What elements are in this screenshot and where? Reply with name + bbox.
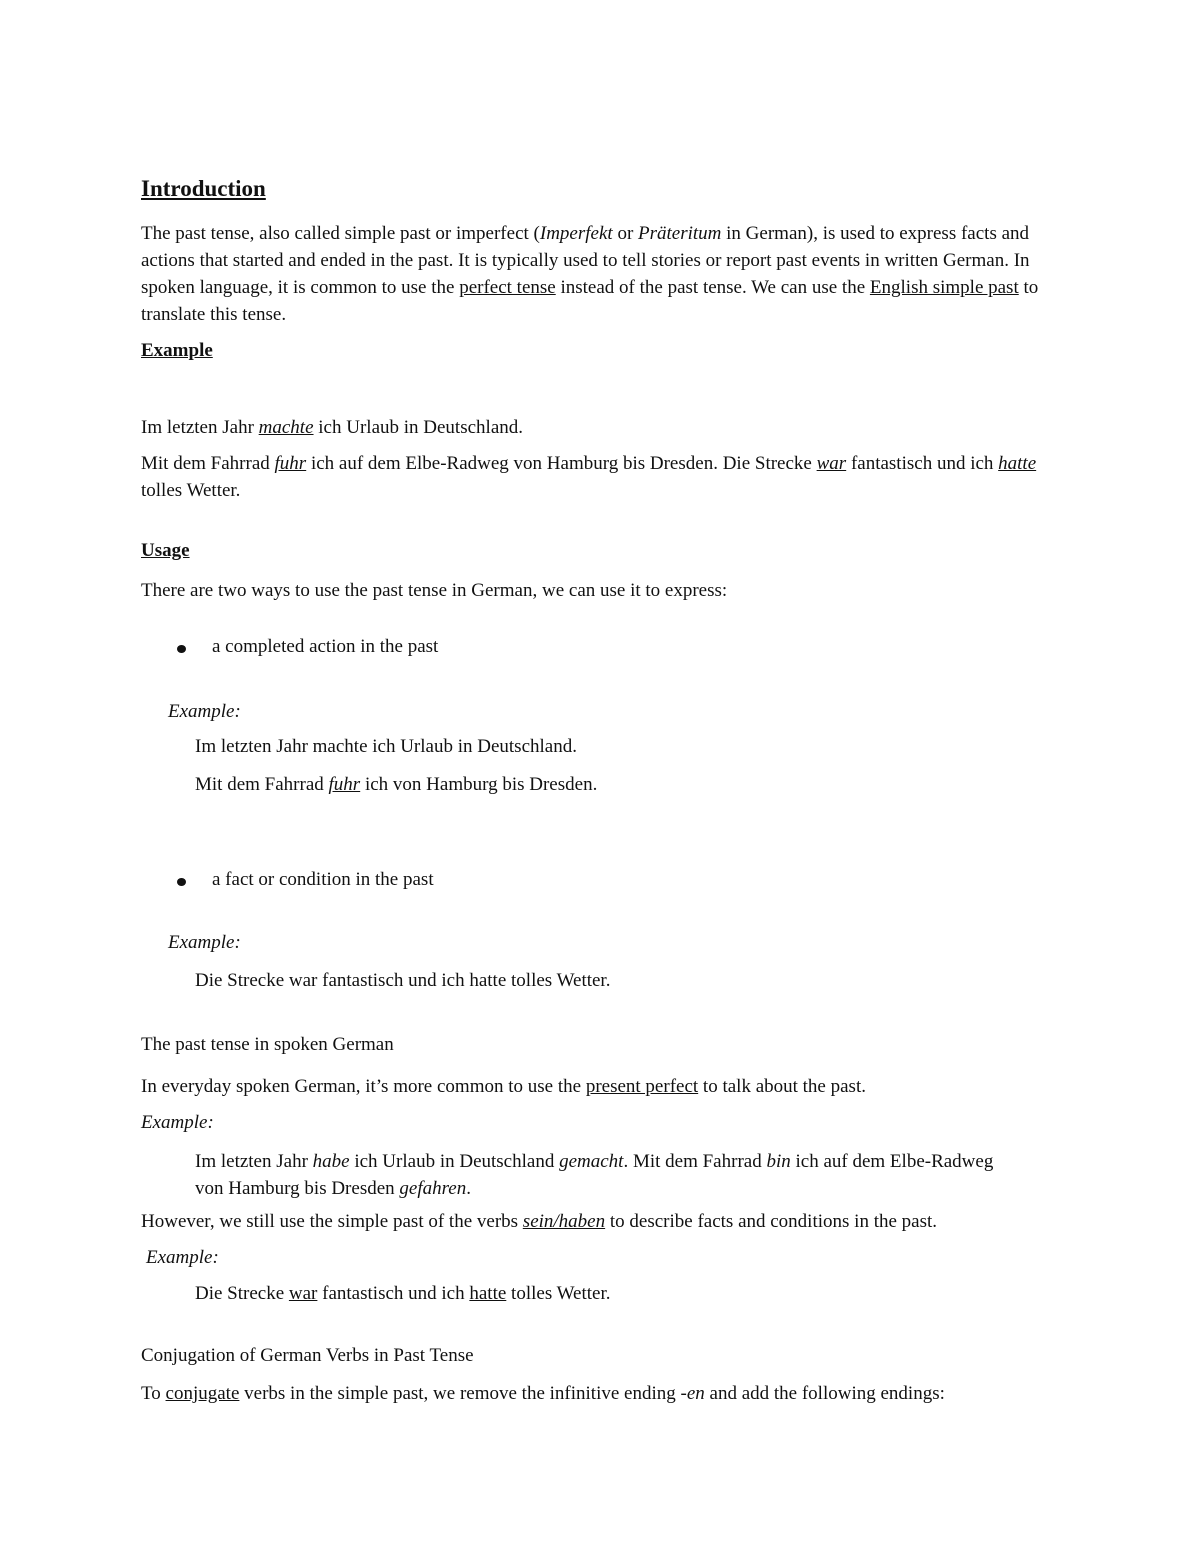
text-run: Die Strecke — [195, 1283, 289, 1304]
example-line — [195, 774, 597, 796]
example-line: Im letzten Jahr machte ich Urlaub in Deutschland. — [195, 736, 577, 757]
however-paragraph — [141, 1211, 937, 1233]
usage-intro: There are two ways to use the past tense in German, we can use it to express: — [141, 580, 728, 601]
section-heading-conjugation: Conjugation of German Verbs in Past Tense — [141, 1345, 474, 1366]
bullet-icon — [177, 878, 186, 886]
text-run: ich Urlaub in Deutschland — [349, 1151, 560, 1172]
example-label: Example: — [168, 932, 241, 953]
verb-war: war — [288, 1283, 318, 1304]
text-run: However, we still use the simple past of the verbs — [141, 1211, 523, 1232]
verb-hatte: hatte — [998, 453, 1037, 474]
text-run: Im letzten Jahr — [141, 417, 259, 438]
example-sentence-2 — [141, 450, 1071, 504]
section-heading-example: Example — [141, 340, 213, 361]
text-run: ich auf dem Elbe-Radweg von Hamburg bis Dresden — [195, 1151, 994, 1199]
intro-paragraph — [141, 220, 1071, 328]
text-run: or — [612, 223, 639, 244]
text-run: fantastisch und ich — [317, 1283, 470, 1304]
text-run: In everyday spoken German, it’s more common to use the — [141, 1076, 586, 1097]
text-run: tolles Wetter. — [141, 480, 241, 501]
text-run: fantastisch und ich — [846, 453, 999, 474]
link-english-simple-past[interactable]: English simple past — [869, 277, 1019, 298]
example-paragraph — [195, 1148, 1015, 1202]
link-sein-haben[interactable]: sein/haben — [522, 1211, 606, 1232]
text-run: . — [466, 1178, 471, 1199]
link-perfect-tense[interactable]: perfect tense — [459, 277, 556, 298]
text-run: and add the following endings: — [704, 1383, 945, 1404]
example-sentence-1 — [141, 417, 523, 439]
text-run: The past tense, also called simple past or imperfect ( — [141, 223, 540, 244]
text-run: Mit dem Fahrrad — [141, 453, 275, 474]
verb-hatte: hatte — [469, 1283, 507, 1304]
link-present-perfect[interactable]: present perfect — [585, 1076, 699, 1097]
term-imperfekt: Imperfekt — [539, 223, 613, 244]
verb-bin: bin — [766, 1151, 791, 1172]
verb-machte: machte — [258, 417, 314, 438]
example-label: Example: — [146, 1247, 219, 1268]
text-run: to describe facts and conditions in the past. — [605, 1211, 938, 1232]
example-label: Example: — [168, 701, 241, 722]
verb-gefahren: gefahren — [399, 1178, 467, 1199]
text-run: . Mit dem Fahrrad — [623, 1151, 767, 1172]
section-heading-introduction: Introduction — [141, 176, 266, 201]
text-run: to translate this tense. — [141, 277, 1039, 325]
text-run: ich Urlaub in Deutschland. — [313, 417, 524, 438]
text-run: tolles Wetter. — [506, 1283, 611, 1304]
verb-gemacht: gemacht — [559, 1151, 624, 1172]
bullet-icon — [177, 645, 186, 653]
text-run: to talk about the past. — [698, 1076, 866, 1097]
list-item-text: a fact or condition in the past — [212, 869, 434, 890]
section-heading-usage: Usage — [141, 540, 190, 561]
section-heading-spoken: The past tense in spoken German — [141, 1034, 394, 1055]
example-label: Example: — [141, 1112, 214, 1133]
term-en-ending: -en — [680, 1383, 705, 1404]
list-item-text: a completed action in the past — [212, 636, 439, 657]
text-run: instead of the past tense. We can use the — [555, 277, 870, 298]
text-run: verbs in the simple past, we remove the infinitive ending — [239, 1383, 681, 1404]
example-line — [195, 1283, 610, 1305]
conjugation-paragraph — [141, 1383, 945, 1405]
example-line: Die Strecke war fantastisch und ich hatte tolles Wetter. — [195, 970, 611, 991]
verb-fuhr: fuhr — [274, 453, 307, 474]
text-run: ich von Hamburg bis Dresden. — [360, 774, 598, 795]
link-conjugate[interactable]: conjugate — [165, 1383, 240, 1404]
spoken-paragraph — [141, 1076, 866, 1098]
text-run: To — [141, 1383, 166, 1404]
text-run: ich auf dem Elbe-Radweg von Hamburg bis Dresden. Die Strecke — [306, 453, 817, 474]
verb-war: war — [816, 453, 847, 474]
term-prateritum: Präteritum — [638, 223, 722, 244]
text-run: Im letzten Jahr — [195, 1151, 313, 1172]
verb-habe: habe — [312, 1151, 350, 1172]
text-run: Mit dem Fahrrad — [195, 774, 329, 795]
text-run: in German), is used to express facts and actions that started and ended in the past. It is typically used to tell stories or report past events in written German. In spoken language, it is common to use the — [141, 223, 1030, 298]
verb-fuhr: fuhr — [328, 774, 361, 795]
